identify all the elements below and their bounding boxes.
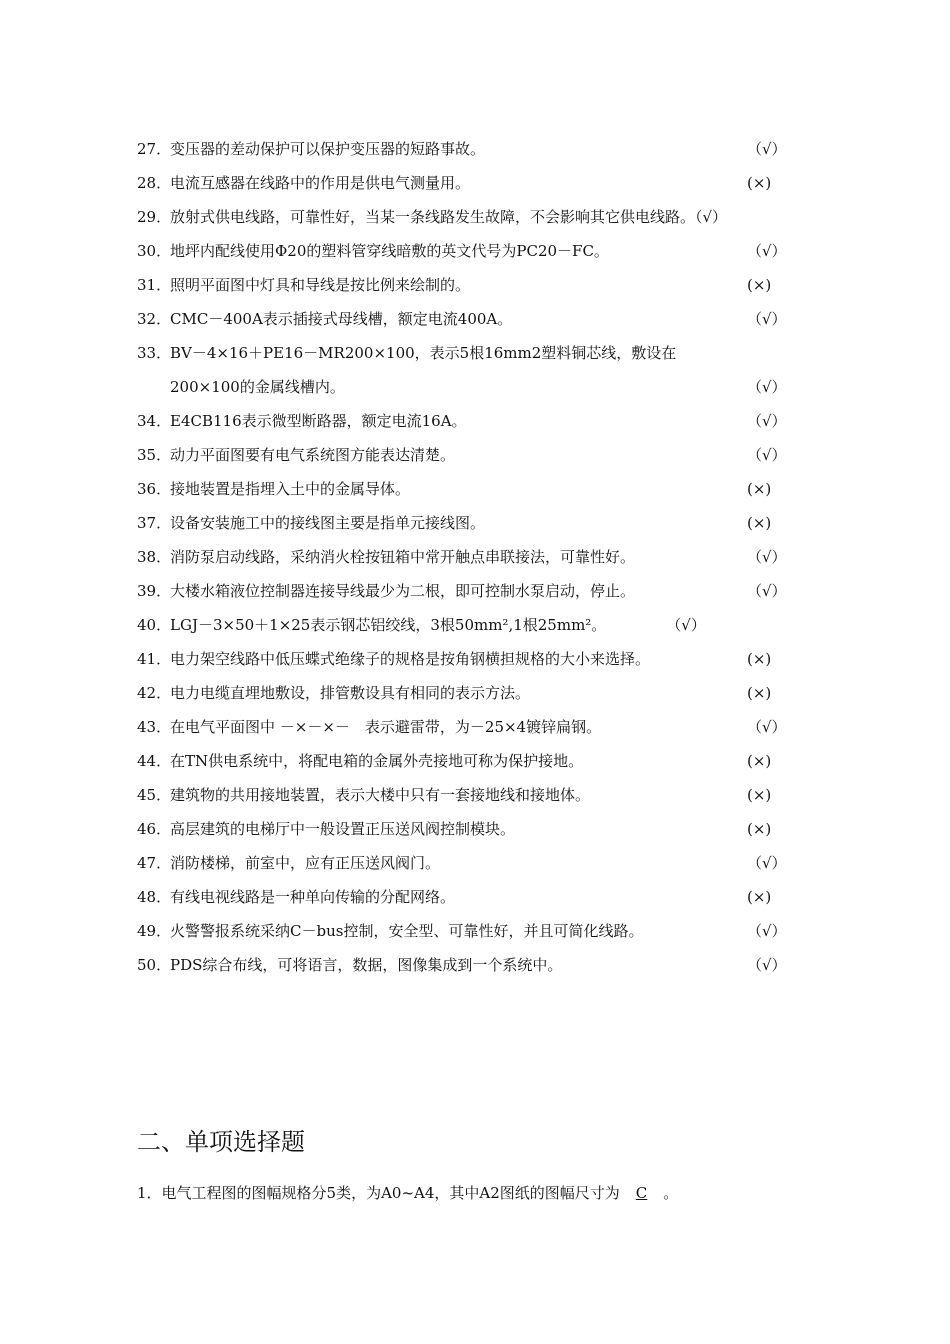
item-text: E4CB116表示微型断路器，额定电流16A。 <box>170 412 467 430</box>
item-number: 31． <box>137 276 172 294</box>
item-number: 32． <box>137 310 172 328</box>
item-text: 接地装置是指埋入土中的金属导体。 <box>170 480 411 498</box>
list-item <box>137 374 817 408</box>
item-answer: (×) <box>747 514 772 532</box>
list-item <box>137 714 817 748</box>
item-text: 大楼水箱液位控制器连接导线最少为二根，即可控制水泵启动，停止。 <box>170 582 636 600</box>
list-item <box>137 136 817 170</box>
section-title: 二、单项选择题 <box>137 1128 305 1156</box>
item-text: 电流互感器在线路中的作用是供电气测量用。 <box>170 174 471 192</box>
item-answer: (×) <box>747 820 772 838</box>
item-text: 变压器的差动保护可以保护变压器的短路事故。 <box>170 140 486 158</box>
list-item <box>137 748 817 782</box>
question-text: 1．电气工程图的图幅规格分5类，为A0~A4，其中A2图纸的图幅尺寸为 <box>137 1184 620 1202</box>
item-answer: （√） <box>747 718 787 736</box>
item-answer: (×) <box>747 684 772 702</box>
item-text: 消防泵启动线路，采纳消火栓按钮箱中常开触点串联接法，可靠性好。 <box>170 548 636 566</box>
item-text: CMC－400A表示插接式母线槽，额定电流400A。 <box>170 310 513 328</box>
list-item <box>137 306 817 340</box>
item-answer: (×) <box>747 480 772 498</box>
item-answer: （√） <box>747 140 787 158</box>
item-text: 地坪内配线使用Φ20的塑料管穿线暗敷的英文代号为PC20－FC。 <box>170 242 609 260</box>
question-end: 。 <box>663 1184 679 1202</box>
item-text: 电力架空线路中低压蝶式绝缘子的规格是按角钢横担规格的大小来选择。 <box>170 650 651 668</box>
item-text: LGJ－3×50＋1×25表示钢芯铝绞线，3根50mm²,1根25mm²。 （√） <box>170 616 706 634</box>
item-number: 39． <box>137 582 172 600</box>
list-item <box>137 442 817 476</box>
true-false-list <box>137 136 817 986</box>
item-text: 200×100的金属线槽内。 <box>170 378 345 396</box>
list-item <box>137 204 817 238</box>
item-answer: (×) <box>747 174 772 192</box>
item-number: 38． <box>137 548 172 566</box>
item-answer: (×) <box>747 786 772 804</box>
item-text: 火警警报系统采纳C－bus控制，安全型、可靠性好，并且可简化线路。 <box>170 922 644 940</box>
item-number: 48． <box>137 888 172 906</box>
list-item <box>137 952 817 986</box>
item-number: 37． <box>137 514 172 532</box>
item-number: 40． <box>137 616 172 634</box>
item-answer: （√） <box>747 582 787 600</box>
list-item <box>137 850 817 884</box>
item-answer: （√） <box>747 412 787 430</box>
item-answer: （√） <box>747 854 787 872</box>
item-text: BV－4×16＋PE16－MR200×100，表示5根16mm2塑料铜芯线，敷设在 <box>170 344 677 362</box>
list-item <box>137 340 817 374</box>
item-number: 43． <box>137 718 172 736</box>
item-number: 28． <box>137 174 172 192</box>
list-item <box>137 510 817 544</box>
item-answer: （√） <box>747 310 787 328</box>
item-number: 45． <box>137 786 172 804</box>
list-item <box>137 884 817 918</box>
item-number: 33． <box>137 344 172 362</box>
list-item <box>137 170 817 204</box>
item-number: 46． <box>137 820 172 838</box>
item-answer: (×) <box>747 650 772 668</box>
item-answer: (×) <box>747 888 772 906</box>
item-answer: (×) <box>747 276 772 294</box>
list-item <box>137 408 817 442</box>
item-text: PDS综合布线，可将语言，数据，图像集成到一个系统中。 <box>170 956 563 974</box>
item-answer: （√） <box>747 446 787 464</box>
item-text: 照明平面图中灯具和导线是按比例来绘制的。 <box>170 276 471 294</box>
item-answer: （√） <box>747 548 787 566</box>
list-item <box>137 272 817 306</box>
item-number: 34． <box>137 412 172 430</box>
item-number: 42． <box>137 684 172 702</box>
list-item <box>137 918 817 952</box>
list-item <box>137 238 817 272</box>
item-text: 动力平面图要有电气系统图方能表达清楚。 <box>170 446 456 464</box>
item-text: 建筑物的共用接地装置，表示大楼中只有一套接地线和接地体。 <box>170 786 591 804</box>
item-answer: （√） <box>747 922 787 940</box>
item-text: 在电气平面图中 －×－×－ 表示避雷带，为－25×4镀锌扁钢。 <box>170 718 602 736</box>
list-item <box>137 544 817 578</box>
answer-blank: C <box>635 1184 648 1202</box>
item-answer: （√） <box>747 242 787 260</box>
item-number: 27． <box>137 140 172 158</box>
item-number: 30． <box>137 242 172 260</box>
item-answer: （√） <box>747 956 787 974</box>
item-number: 50． <box>137 956 172 974</box>
item-answer: (×) <box>747 752 772 770</box>
item-answer: （√） <box>747 378 787 396</box>
item-number: 49． <box>137 922 172 940</box>
item-text: 有线电视线路是一种单向传输的分配网络。 <box>170 888 456 906</box>
list-item <box>137 680 817 714</box>
item-number: 36． <box>137 480 172 498</box>
item-number: 41． <box>137 650 172 668</box>
item-number: 35． <box>137 446 172 464</box>
list-item <box>137 612 817 646</box>
item-text: 在TN供电系统中，将配电箱的金属外壳接地可称为保护接地。 <box>170 752 584 770</box>
item-number: 29． <box>137 208 172 226</box>
item-text: 电力电缆直埋地敷设，排管敷设具有相同的表示方法。 <box>170 684 531 702</box>
item-number: 44． <box>137 752 172 770</box>
item-text: 高层建筑的电梯厅中一般设置正压送风阀控制模块。 <box>170 820 516 838</box>
list-item <box>137 782 817 816</box>
list-item <box>137 646 817 680</box>
item-text: 放射式供电线路，可靠性好，当某一条线路发生故障，不会影响其它供电线路。（√） <box>170 208 728 226</box>
item-number: 47． <box>137 854 172 872</box>
item-text: 设备安装施工中的接线图主要是指单元接线图。 <box>170 514 486 532</box>
list-item <box>137 476 817 510</box>
choice-question-1 <box>137 1180 678 1206</box>
item-text: 消防楼梯，前室中，应有正压送风阀门。 <box>170 854 441 872</box>
list-item <box>137 578 817 612</box>
list-item <box>137 816 817 850</box>
